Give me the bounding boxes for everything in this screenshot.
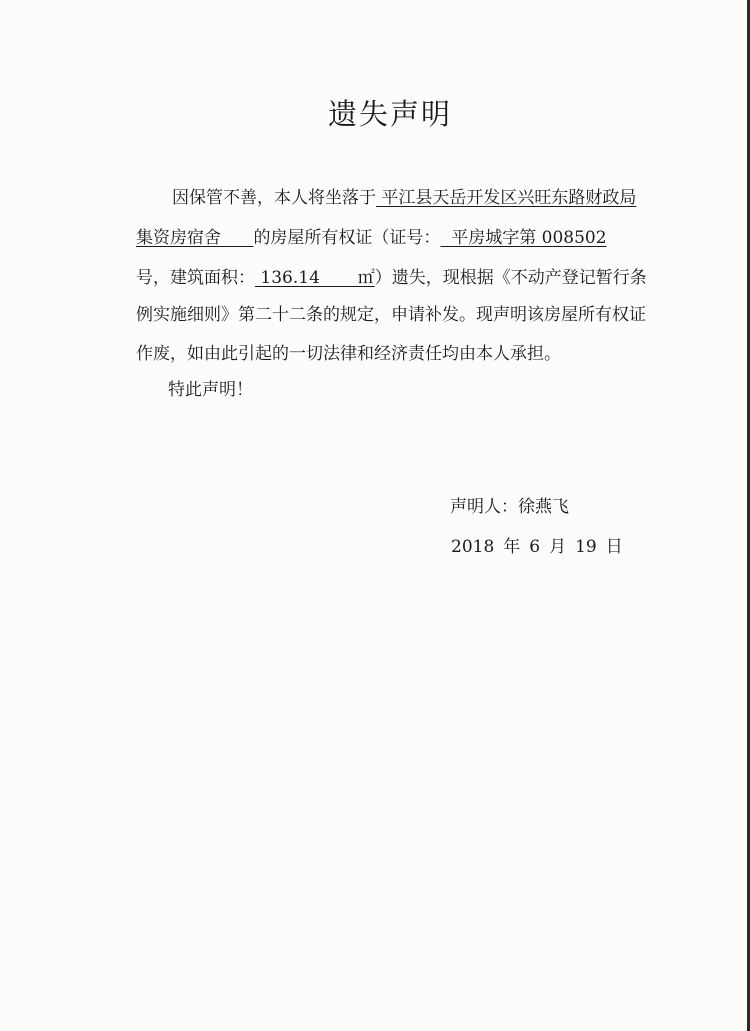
document-title: 遗失声明 — [327, 97, 452, 131]
closing-statement: 特此声明！ — [168, 380, 253, 400]
signature-name: 徐燕飞 — [518, 497, 569, 517]
date-day: 19 — [575, 537, 597, 557]
building-area: 136.14 ㎡ — [255, 268, 375, 288]
date-year-unit: 年 — [503, 537, 521, 557]
line2-suffix: 的房屋所有权证（证号： — [253, 228, 441, 248]
body-line-1 — [172, 188, 636, 208]
date-month-unit: 月 — [549, 537, 567, 557]
certificate-number: 平房城字第 008502 — [440, 228, 607, 248]
signature-label: 声明人： — [450, 497, 518, 517]
line3-suffix: ）遗失，现根据《不动产登记暂行条 — [374, 268, 647, 288]
line3-prefix: 号，建筑面积： — [136, 268, 255, 288]
signature-line — [450, 497, 569, 517]
body-line-4: 例实施细则》第二十二条的规定，申请补发。现声明该房屋所有权证 — [136, 305, 646, 325]
date-day-unit: 日 — [605, 537, 623, 557]
declaration-date — [451, 537, 632, 557]
address-part-2: 集资房宿舍 — [136, 228, 254, 248]
line1-prefix: 因保管不善，本人将坐落于 — [172, 188, 376, 208]
date-month: 6 — [529, 537, 541, 557]
body-line-2 — [136, 228, 607, 248]
date-year: 2018 — [451, 537, 495, 557]
body-line-3 — [136, 268, 647, 288]
body-line-5: 作废，如由此引起的一切法律和经济责任均由本人承担。 — [136, 344, 561, 364]
address-part-1: 平江县天岳开发区兴旺东路财政局 — [376, 188, 637, 208]
